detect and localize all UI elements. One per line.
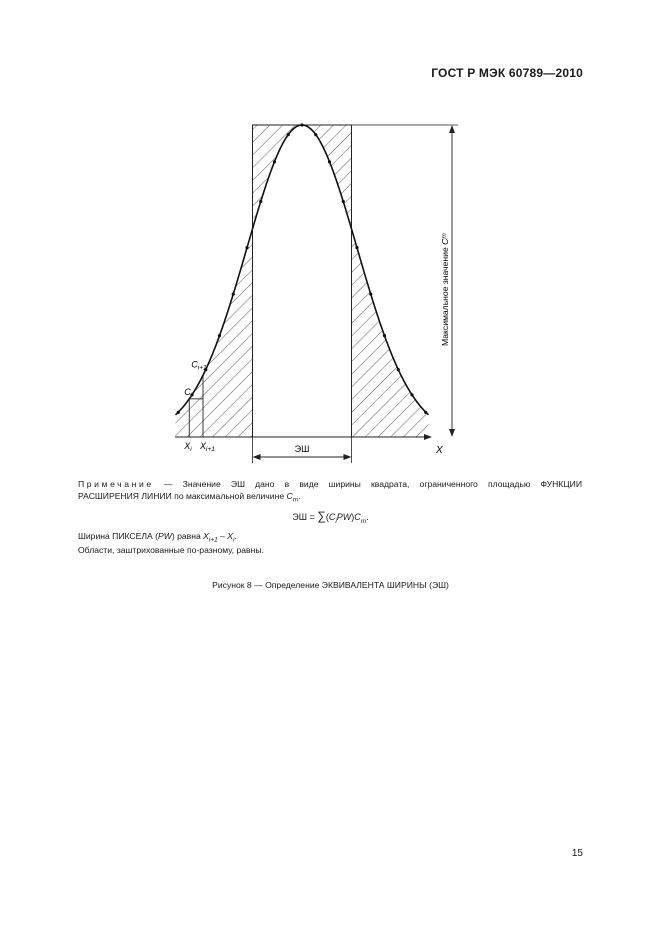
page-number: 15 [571, 848, 583, 859]
pw-x2: X [227, 531, 234, 541]
data-point [410, 393, 413, 396]
pw-period: . [234, 531, 237, 541]
formula-c: C [328, 512, 336, 522]
formula-lhs: ЭШ = [292, 512, 318, 522]
data-point [383, 334, 386, 337]
data-point [342, 200, 345, 203]
width-label: ЭШ [294, 444, 310, 454]
data-point [397, 368, 400, 371]
label-ci1-sub: i+1 [197, 364, 207, 372]
note-line-2 [78, 490, 582, 507]
pw-minus: – [217, 531, 228, 541]
width-arrow-right [344, 454, 352, 460]
data-point [355, 246, 358, 249]
data-point [328, 160, 331, 163]
pw-text-2: ) равна [171, 531, 204, 541]
pixel-width-definition [78, 531, 237, 544]
data-point [232, 293, 235, 296]
max-dimension-arrow-bottom [449, 429, 455, 437]
label-xi-sub: i [190, 446, 192, 453]
data-point [369, 293, 372, 296]
note-text-1: — Значение ЭШ дано в виде ширины квадрата, ограниченного площадью ФУНКЦИИ [153, 479, 582, 489]
data-point [177, 411, 180, 414]
data-point [314, 133, 317, 136]
label-ci1 [191, 359, 207, 371]
max-value-symbol: C [440, 238, 450, 245]
formula-open: ( [325, 512, 329, 522]
x-axis-label: X [436, 445, 443, 456]
figure-caption: Рисунок 8 — Определение ЭКВИВАЛЕНТА ШИРИНЫ (ЭШ) [212, 580, 449, 590]
label-ci1-main: C [191, 359, 198, 370]
max-value-sub: m [441, 233, 448, 239]
width-arrow-left [253, 454, 261, 460]
formula-div-c: C [354, 512, 361, 522]
label-xi [183, 441, 192, 453]
data-point [259, 200, 262, 203]
data-point [287, 133, 290, 136]
pw-text: Ширина ПИКСЕЛА ( [78, 531, 158, 541]
data-point [218, 334, 221, 337]
label-xi1-main: X [200, 441, 207, 451]
pw-x1-sub: i+1 [208, 536, 218, 544]
max-value-text: Максимальное значение [440, 244, 450, 346]
pw-symbol: PW [158, 531, 172, 541]
areas-equal-note: Области, заштрихованные по-разному, равны. [78, 545, 264, 555]
data-point [424, 411, 427, 414]
formula-close: ) [351, 512, 355, 522]
pw-x1: X [203, 531, 209, 541]
formula-period: . [366, 512, 369, 522]
hatch-area-right-tail [340, 100, 490, 450]
note-cm-symbol: C [286, 491, 293, 501]
pw-x2-sub: i [233, 536, 235, 544]
label-ci-main: C [184, 386, 191, 397]
label-ci [184, 387, 193, 399]
max-dimension-arrow-top [449, 125, 455, 133]
note-line-1 [78, 478, 582, 490]
label-xi-main: X [184, 441, 191, 451]
formula-pw: PW [336, 512, 352, 522]
note-prefix: Примечание [78, 479, 154, 489]
label-ci-sub: i [190, 391, 193, 399]
label-xi1-sub: i+1 [206, 446, 215, 453]
formula-c-sub: i [335, 517, 337, 525]
data-point [245, 246, 248, 249]
formula-div-c-sub: m [360, 517, 367, 525]
note-period: . [298, 491, 301, 501]
note-text-2: РАСШИРЕНИЯ ЛИНИИ по максимальной величине [78, 491, 287, 501]
note-cm-sub: m [292, 496, 299, 504]
document-code: ГОСТ Р МЭК 60789—2010 [431, 66, 583, 80]
formula-sum: ∑ [317, 509, 326, 523]
data-point [300, 123, 303, 126]
equivalent-width-formula [0, 509, 661, 525]
max-value-label [440, 233, 450, 346]
label-xi1 [199, 441, 215, 453]
data-point [273, 160, 276, 163]
